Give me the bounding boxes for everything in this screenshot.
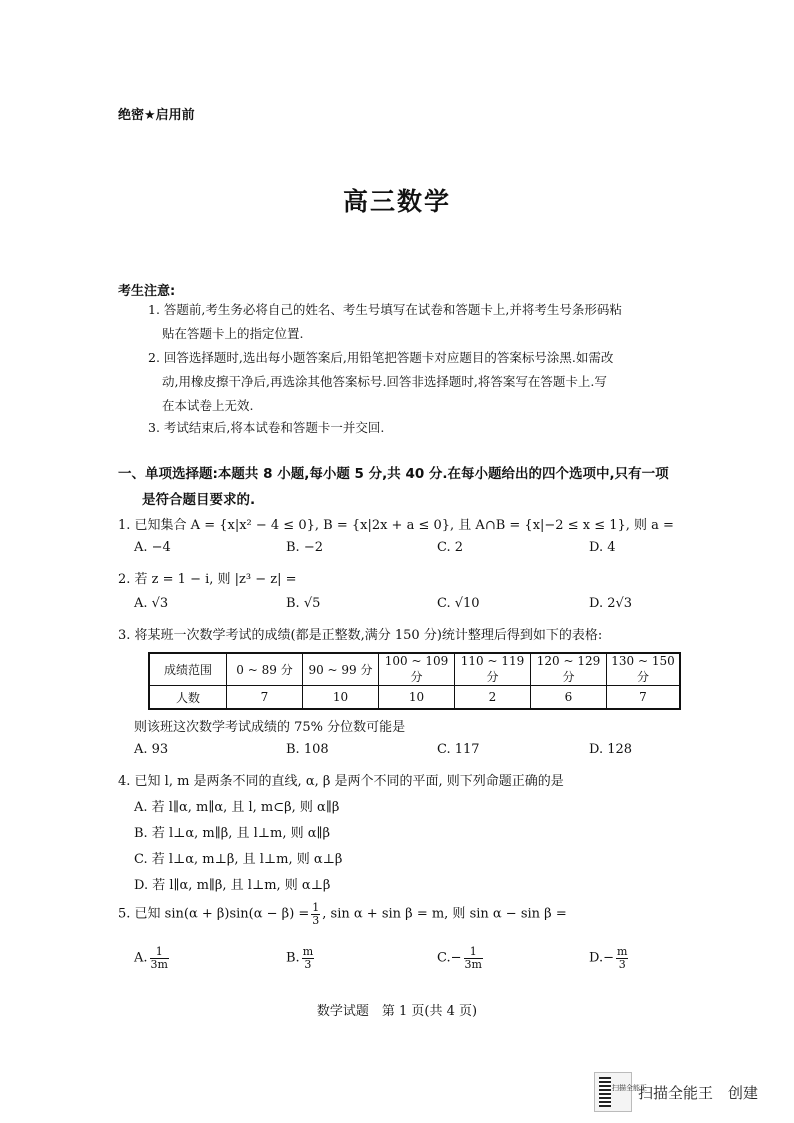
question-3-followup: 则该班这次数学考试成绩的 75% 分位数可能是: [134, 720, 406, 735]
option-fraction: [150, 946, 169, 970]
q3-option-a: A. 93: [134, 742, 169, 757]
option-label: D.: [589, 950, 604, 966]
notice-heading: 考生注意:: [118, 284, 176, 299]
q1-option-d: D. 4: [589, 540, 616, 555]
table-cell: 成绩范围: [149, 653, 227, 686]
table-cell: 120 ~ 129 分: [531, 653, 607, 686]
table-cell: 10: [303, 686, 379, 710]
scanner-logo-icon: [594, 1072, 647, 1112]
q5-option-b: [286, 946, 316, 970]
notice-line: 在本试卷上无效.: [162, 398, 254, 413]
table-cell: 100 ~ 109 分: [379, 653, 455, 686]
q5-option-c: [437, 946, 485, 970]
question-2-stem: 2. 若 z = 1 − i, 则 |z³ − z| =: [118, 572, 297, 587]
q4-option-a: A. 若 l∥α, m∥α, 且 l, m⊂β, 则 α∥β: [134, 800, 340, 815]
question-4-stem: 4. 已知 l, m 是两条不同的直线, α, β 是两个不同的平面, 则下列命题正确的是: [118, 774, 564, 789]
q4-option-c: C. 若 l⊥α, m⊥β, 且 l⊥m, 则 α⊥β: [134, 852, 343, 867]
q2-option-c: C. √10: [437, 596, 480, 611]
fraction-numerator: 1: [150, 946, 169, 959]
fraction-denominator: 3: [304, 957, 312, 971]
fraction-numerator: 1: [312, 901, 320, 914]
q1-option-b: B. −2: [286, 540, 323, 555]
q3-option-b: B. 108: [286, 742, 329, 757]
q5-stem-post: , sin α + sin β = m, 则 sin α − sin β =: [322, 906, 567, 922]
section-heading-cont: 是符合题目要求的.: [142, 492, 256, 508]
table-cell: 0 ~ 89 分: [227, 653, 303, 686]
q3-option-d: D. 128: [589, 742, 633, 757]
table-cell: 90 ~ 99 分: [303, 653, 379, 686]
question-3-stem: 3. 将某班一次数学考试的成绩(都是正整数,满分 150 分)统计整理后得到如下的表格:: [118, 628, 603, 643]
option-label: A.: [134, 950, 148, 966]
q2-option-b: B. √5: [286, 596, 321, 611]
q2-option-d: D. 2√3: [589, 596, 633, 611]
option-fraction: [302, 946, 314, 970]
table-cell: 6: [531, 686, 607, 710]
fraction-denominator: 3: [312, 913, 320, 927]
table-cell: 人数: [149, 686, 227, 710]
table-row: [149, 686, 680, 710]
option-fraction: [616, 946, 628, 970]
section-heading: 一、单项选择题:本题共 8 小题,每小题 5 分,共 40 分.在每小题给出的四个选项中,只有一项: [118, 466, 669, 482]
option-fraction: [464, 946, 483, 970]
fraction-denominator: 3m: [464, 957, 482, 971]
notice-line: 3. 考试结束后,将本试卷和答题卡一并交回.: [148, 420, 385, 435]
fraction-numerator: m: [302, 945, 314, 958]
table-cell: 7: [227, 686, 303, 710]
option-sign: −: [450, 950, 462, 966]
q4-option-d: D. 若 l∥α, m∥β, 且 l⊥m, 则 α⊥β: [134, 878, 331, 893]
table-cell: 110 ~ 119 分: [455, 653, 531, 686]
option-label: C.: [437, 950, 451, 966]
question-5-stem: [118, 902, 567, 926]
fraction-denominator: 3m: [150, 957, 168, 971]
q5-stem-fraction: [311, 902, 320, 926]
notice-line: 1. 答题前,考生务必将自己的姓名、考生号填写在试卷和答题卡上,并将考生号条形码粘: [148, 302, 622, 317]
page-title: 高三数学: [342, 187, 451, 216]
q5-option-a: [134, 946, 171, 970]
score-table: [148, 652, 681, 710]
scanner-watermark: 扫描全能王 创建: [638, 1084, 759, 1102]
q4-option-b: B. 若 l⊥α, m∥β, 且 l⊥m, 则 α∥β: [134, 826, 331, 841]
table-row: [149, 653, 680, 686]
q2-option-a: A. √3: [134, 596, 169, 611]
q1-option-a: A. −4: [134, 540, 171, 555]
notice-line: 动,用橡皮擦干净后,再选涂其他答案标号.回答非选择题时,将答案写在答题卡上.写: [162, 374, 607, 389]
fraction-numerator: 1: [464, 946, 483, 959]
table-cell: 10: [379, 686, 455, 710]
fraction-denominator: 3: [618, 957, 626, 971]
q5-option-d: [589, 946, 630, 970]
table-cell: 7: [607, 686, 681, 710]
question-1-stem: 1. 已知集合 A = {x|x² − 4 ≤ 0}, B = {x|2x + a ≤ 0}, 且 A∩B = {x|−2 ≤ x ≤ 1}, 则 a =: [118, 518, 674, 533]
confidential-label: 绝密★启用前: [118, 108, 195, 123]
page-footer: 数学试题 第 1 页(共 4 页): [316, 1004, 478, 1019]
notice-line: 贴在答题卡上的指定位置.: [162, 326, 304, 341]
notice-line: 2. 回答选择题时,选出每小题答案后,用铅笔把答题卡对应题目的答案标号涂黑.如需改: [148, 350, 614, 365]
table-cell: 2: [455, 686, 531, 710]
q3-option-c: C. 117: [437, 742, 480, 757]
option-sign: −: [603, 950, 614, 966]
logo-text: 扫描全能王: [612, 1084, 647, 1092]
q1-option-c: C. 2: [437, 540, 464, 555]
table-cell: 130 ~ 150 分: [607, 653, 681, 686]
fraction-numerator: m: [617, 945, 628, 958]
option-label: B.: [286, 950, 300, 966]
q5-stem-pre: 5. 已知 sin(α + β)sin(α − β) =: [118, 906, 310, 922]
